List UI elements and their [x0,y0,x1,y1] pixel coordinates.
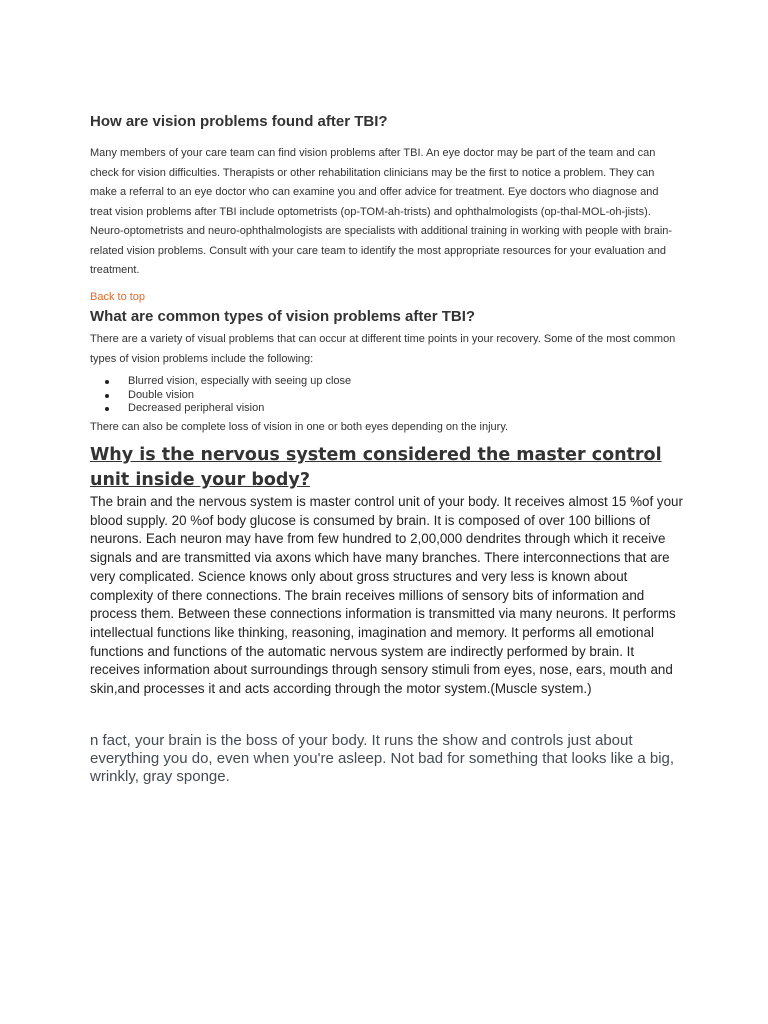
list-item [90,375,351,389]
back-to-top-link[interactable]: Back to top [90,291,146,303]
paragraph-common-types-intro: There are a variety of visual problems that can occur at different time points in your recovery. Some of the most common types of vision problems include the following: [90,333,676,365]
paragraph-nervous-system: The brain and the nervous system is master control unit of your body. It receives almost 15 %of your blood supply. 20 %of body glucose is consumed by brain. It is composed of over 100 billions of neurons. Each neuron may have from few hundred to 2,00,000 dendrites through which it receive signals and are transmitted via axons which have many branches. There interconnections that are very complicated. Science knows only about gross structures and very less is known about complexity of there connections. The brain receives millions of sensory bits of information and process them. Between these connections information is transmitted via many neurons. It performs intellectual functions like thinking, reasoning, imagination and memory. It performs all emotional functions and functions of the automatic nervous system are indirectly performed by brain. It receives information about surroundings through sensory stimuli from eyes, nose, ears, mouth and skin,and processes it and acts according through the motor system.(Muscle system.) [90,494,683,697]
paragraph-brain-fact: n fact, your brain is the boss of your body. It runs the show and controls just about everything you do, even when you're asleep. Not bad for something that looks like a big, wrinkly, gray sponge. [90,732,675,785]
paragraph-vision-loss: There can also be complete loss of vision in one or both eyes depending on the injury. [90,421,509,433]
heading-nervous-system: Why is the nervous system considered the master control unit inside your body? [90,445,662,490]
list-item-text: Blurred vision, especially with seeing up close [128,375,352,387]
list-item [90,389,351,403]
heading-common-types: What are common types of vision problems after TBI? [90,308,476,325]
bullet-icon [105,380,109,384]
list-item-text: Decreased peripheral vision [128,402,265,414]
list-item [90,402,351,416]
paragraph-vision-found: Many members of your care team can find vision problems after TBI. An eye doctor may be part of the team and can check for vision difficulties. Therapists or other rehabilitation clinicians may be the first to notice a problem. They can make a referral to an eye doctor who can examine you and offer advice for treatment. Eye doctors who diagnose and treat vision problems after TBI include optometrists (op-TOM-ah-trists) and ophthalmologists (op-thal-MOL-oh-jists). Neuro-optometrists and neuro-ophthalmologists are specialists with additional training in working with people with brain-related vision problems. Consult with your care team to identify the most appropriate resources for your evaluation and treatment. [90,147,673,276]
list-item-text: Double vision [128,388,195,401]
bullet-icon [105,394,109,398]
bullet-icon [105,407,109,411]
vision-problems-list [90,375,351,416]
heading-vision-found: How are vision problems found after TBI? [90,113,388,130]
